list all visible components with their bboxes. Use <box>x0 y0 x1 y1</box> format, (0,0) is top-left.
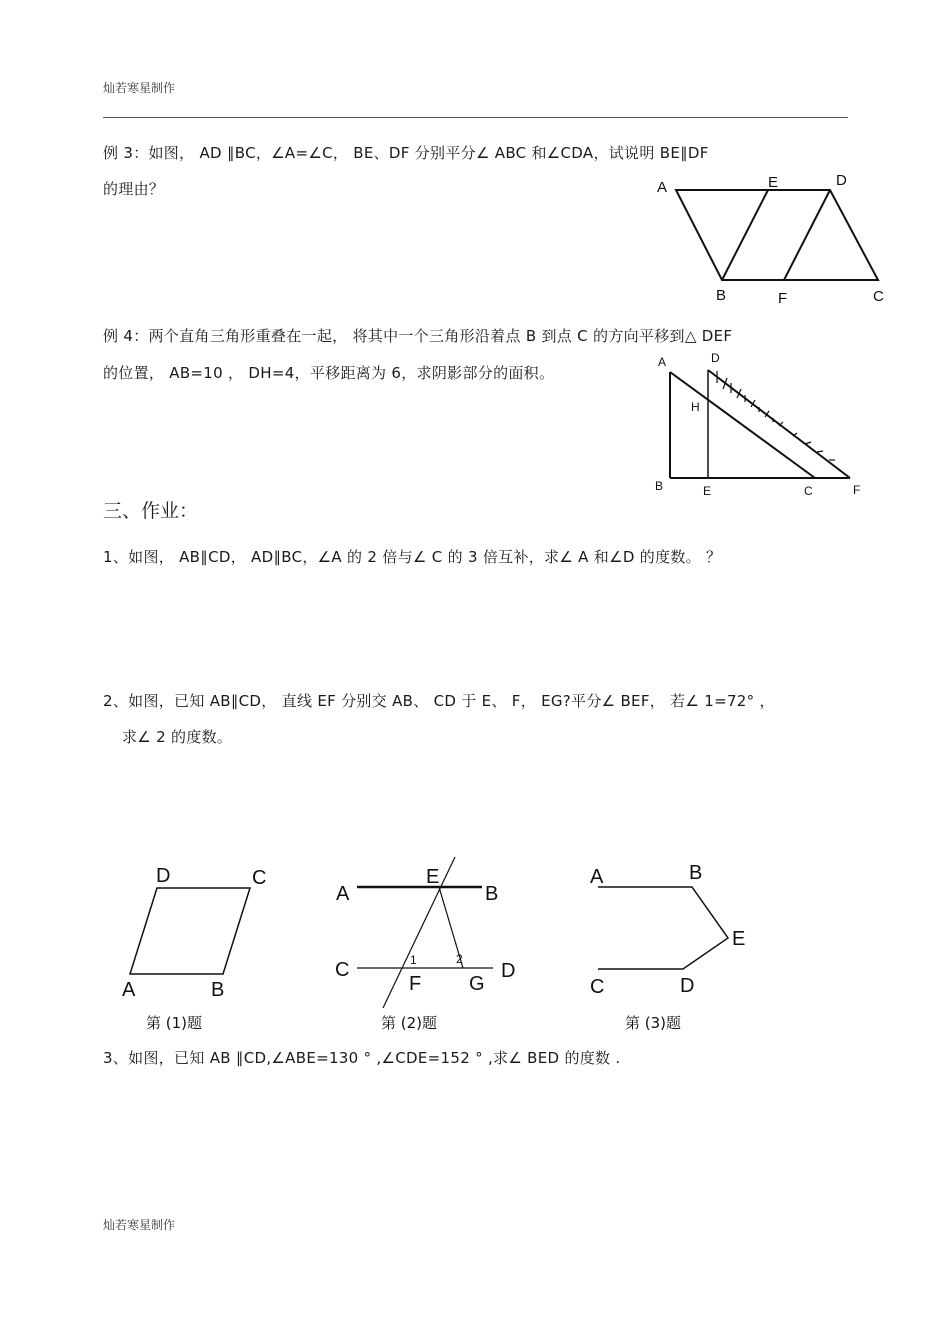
label-d: D <box>680 975 695 997</box>
example3-figure <box>640 168 900 308</box>
label-b: B <box>689 862 703 884</box>
label-d: D <box>501 960 516 982</box>
label-e: E <box>426 866 440 888</box>
polyline-abedc <box>598 887 728 969</box>
figure-3-caption: 第 (3)题 <box>625 1014 682 1032</box>
label-f: F <box>409 973 422 995</box>
label-c: C <box>804 484 813 498</box>
figure-2 <box>325 850 540 1040</box>
label-e: E <box>732 928 746 950</box>
label-d: D <box>156 865 171 887</box>
trapezoid-abcd <box>676 190 878 280</box>
q2-line1: 2、如图，已知 AB∥CD， 直线 EF 分别交 AB、 CD 于 E、 F， EG?平分∠ BEF， 若∠ 1=72° ， <box>103 692 775 710</box>
label-a: A <box>336 883 350 905</box>
label-c: C <box>590 976 605 998</box>
example4-line1: 例 4：两个直角三角形重叠在一起， 将其中一个三角形沿着点 B 到点 C 的方向平移到△ DEF <box>103 327 733 345</box>
section-title: 三、作业： <box>103 500 199 522</box>
page-header: 灿若寒星制作 <box>103 81 176 95</box>
example4-line2: 的位置， AB=10 ， DH=4，平移距离为 6，求阴影部分的面积。 <box>103 364 555 382</box>
example4-figure <box>645 345 875 505</box>
q3-text: 3、如图，已知 AB ∥CD,∠ABE=130 ° ,∠CDE=152 ° ,求∠ BED 的度数 . <box>103 1049 621 1067</box>
label-d: D <box>711 351 720 365</box>
label-g: G <box>469 973 485 995</box>
q1-text: 1、如图， AB∥CD， AD∥BC，∠A 的 2 倍与∠ C 的 3 倍互补，求∠ A 和∠D 的度数。 ？ <box>103 548 722 566</box>
label-b: B <box>211 979 225 1001</box>
example3-line1: 例 3：如图， AD ∥BC，∠A=∠C， BE、DF 分别平分∠ ABC 和∠CDA，试说明 BE∥DF <box>103 144 709 162</box>
page-footer: 灿若寒星制作 <box>103 1218 176 1232</box>
label-e: E <box>703 484 712 498</box>
label-d: D <box>836 172 847 189</box>
q2-line2: 求∠ 2 的度数。 <box>122 728 233 746</box>
label-a: A <box>657 179 668 196</box>
header-rule <box>103 117 848 118</box>
figure-1-caption: 第 (1)题 <box>146 1014 203 1032</box>
figure-3 <box>580 855 760 1040</box>
label-a: A <box>122 979 136 1001</box>
shaded-hatching <box>717 371 835 460</box>
figure-1 <box>110 855 290 1040</box>
label-c: C <box>873 288 884 305</box>
example3-line2: 的理由？ <box>103 180 165 198</box>
angle-2-label: 2 <box>456 952 463 966</box>
segment-be <box>722 190 768 280</box>
segment-ac <box>670 372 815 478</box>
parallelogram-abcd <box>130 888 250 974</box>
label-c: C <box>252 867 267 889</box>
label-f: F <box>853 483 861 497</box>
segment-df <box>708 370 850 478</box>
angle-1-label: 1 <box>410 953 417 967</box>
label-b: B <box>485 883 499 905</box>
label-a: A <box>658 355 667 369</box>
label-h: H <box>691 400 700 414</box>
label-a: A <box>590 866 604 888</box>
label-f: F <box>778 290 788 307</box>
segment-df <box>784 190 830 280</box>
figure-2-caption: 第 (2)题 <box>381 1014 438 1032</box>
label-e: E <box>768 174 779 191</box>
label-c: C <box>335 959 350 981</box>
label-b: B <box>716 287 727 304</box>
label-b: B <box>655 479 664 493</box>
